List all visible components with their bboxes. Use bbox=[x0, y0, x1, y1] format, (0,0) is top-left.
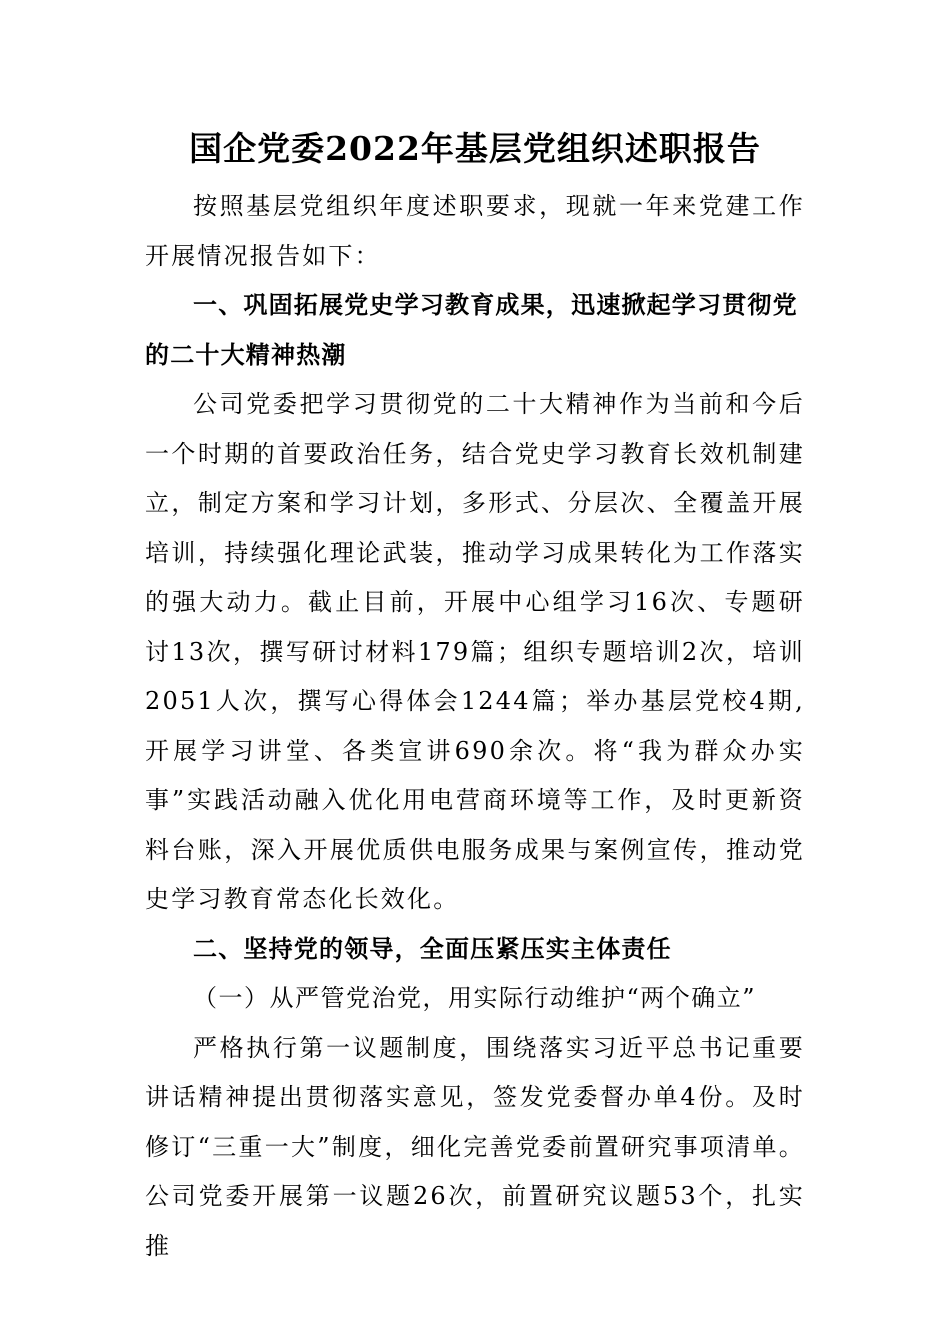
document-page bbox=[145, 120, 805, 1271]
section-1-body: 公司党委把学习贯彻党的二十大精神作为当前和今后一个时期的首要政治任务，结合党史学习教育长效机制建立，制定方案和学习计划，多形式、分层次、全覆盖开展培训，持续强化理论武装，推动学习成果转化为工作落实的强大动力。截止目前，开展中心组学习16次、专题研讨13次，撰写研讨材料179篇；组织专题培训2次，培训2051人次，撰写心得体会1244篇；举办基层党校4期,开展学习讲堂、各类宣讲690余次。将“我为群众办实事”实践活动融入优化用电营商环境等工作，及时更新资料台账，深入开展优质供电服务成果与案例宣传，推动党史学习教育常态化长效化。 bbox=[145, 390, 805, 913]
section-2-body: 严格执行第一议题制度，围绕落实习近平总书记重要讲话精神提出贯彻落实意见，签发党委督办单4份。及时修订“三重一大”制度，细化完善党委前置研究事项清单。公司党委开展第一议题26次，前置研究议题53个，扎实推 bbox=[145, 1033, 805, 1260]
intro-paragraph: 按照基层党组织年度述职要求，现就一年来党建工作开展情况报告如下： bbox=[145, 192, 805, 270]
section-1-heading: 一、巩固拓展党史学习教育成果，迅速掀起学习贯彻党的二十大精神热潮 bbox=[145, 291, 798, 369]
document-title: 国企党委2022年基层党组织述职报告 bbox=[189, 129, 761, 168]
section-2-subheading: （一）从严管党治党，用实际行动维护“两个确立” bbox=[193, 984, 757, 1012]
section-2-heading: 二、坚持党的领导，全面压紧压实主体责任 bbox=[193, 934, 672, 963]
